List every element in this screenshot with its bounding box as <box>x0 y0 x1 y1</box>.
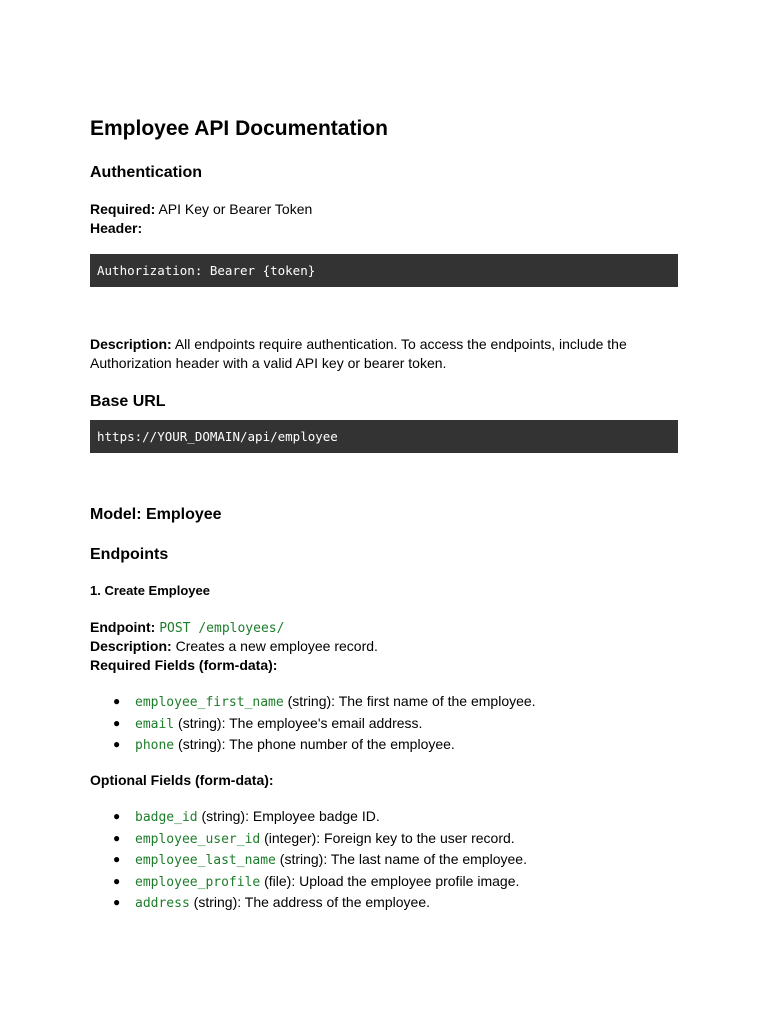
optional-fields-label: Optional Fields (form-data): <box>90 772 274 788</box>
field-name: badge_id <box>135 810 198 825</box>
list-item <box>90 828 527 850</box>
required-fields-label: Required Fields (form-data): <box>90 657 278 673</box>
list-item <box>90 849 527 871</box>
optional-fields-label-line <box>90 771 274 790</box>
bullet-icon: ● <box>113 895 121 910</box>
auth-required-label: Required: <box>90 201 156 217</box>
field-name: employee_user_id <box>135 831 261 847</box>
bullet-icon: ● <box>113 737 121 752</box>
create-description-line <box>90 637 378 656</box>
field-description: (string): The first name of the employee. <box>283 693 536 709</box>
create-endpoint-line <box>90 618 284 638</box>
list-item <box>90 871 527 893</box>
required-fields-label-line <box>90 656 277 675</box>
bullet-icon: ● <box>113 694 121 708</box>
base-url-code-block: https://YOUR_DOMAIN/api/employee <box>90 420 678 453</box>
bullet-icon: ● <box>113 873 121 888</box>
list-item <box>90 713 536 735</box>
base-url-heading: Base URL <box>90 393 166 410</box>
field-description: (string): The employee's email address. <box>174 714 423 731</box>
model-heading: Model: Employee <box>90 506 222 523</box>
create-endpoint-code: POST /employees/ <box>159 621 285 636</box>
auth-description-label: Description: <box>90 336 172 352</box>
authentication-heading: Authentication <box>90 164 202 181</box>
page-title: Employee API Documentation <box>90 117 388 140</box>
list-item <box>90 892 527 914</box>
field-name: employee_last_name <box>135 853 276 869</box>
endpoints-heading: Endpoints <box>90 546 169 563</box>
optional-fields-list <box>90 806 527 914</box>
field-name: address <box>135 896 190 912</box>
list-item <box>90 691 536 713</box>
field-description: (file): Upload the employee profile image. <box>260 872 520 889</box>
create-endpoint-label: Endpoint: <box>90 619 156 635</box>
field-name: employee_first_name <box>135 695 284 710</box>
bullet-icon: ● <box>113 852 121 867</box>
bullet-icon: ● <box>113 809 121 823</box>
required-fields-list <box>90 691 536 756</box>
auth-header-code-block: Authorization: Bearer {token} <box>90 254 678 287</box>
field-name: email <box>135 716 175 732</box>
auth-header-line <box>90 219 142 238</box>
field-name: employee_profile <box>135 874 261 890</box>
auth-header-label: Header: <box>90 220 143 236</box>
auth-description <box>90 335 678 373</box>
create-description-text: Creates a new employee record. <box>175 638 378 654</box>
field-description: (integer): Foreign key to the user record. <box>260 829 515 846</box>
create-employee-heading: 1. Create Employee <box>90 583 210 598</box>
field-description: (string): The address of the employee. <box>189 894 430 911</box>
list-item <box>90 734 536 756</box>
field-description: (string): The last name of the employee. <box>275 851 527 868</box>
field-description: (string): Employee badge ID. <box>197 808 380 824</box>
field-description: (string): The phone number of the employee. <box>174 736 455 753</box>
bullet-icon: ● <box>113 715 121 730</box>
create-description-label: Description: <box>90 638 172 654</box>
auth-required-value: API Key or Bearer Token <box>158 201 313 217</box>
field-name: phone <box>135 738 175 754</box>
auth-required-line <box>90 200 312 219</box>
list-item <box>90 806 527 828</box>
bullet-icon: ● <box>113 830 121 845</box>
auth-description-text: All endpoints require authentication. To access the endpoints, include the Authorization header with a valid API key or bearer token. <box>90 336 627 371</box>
